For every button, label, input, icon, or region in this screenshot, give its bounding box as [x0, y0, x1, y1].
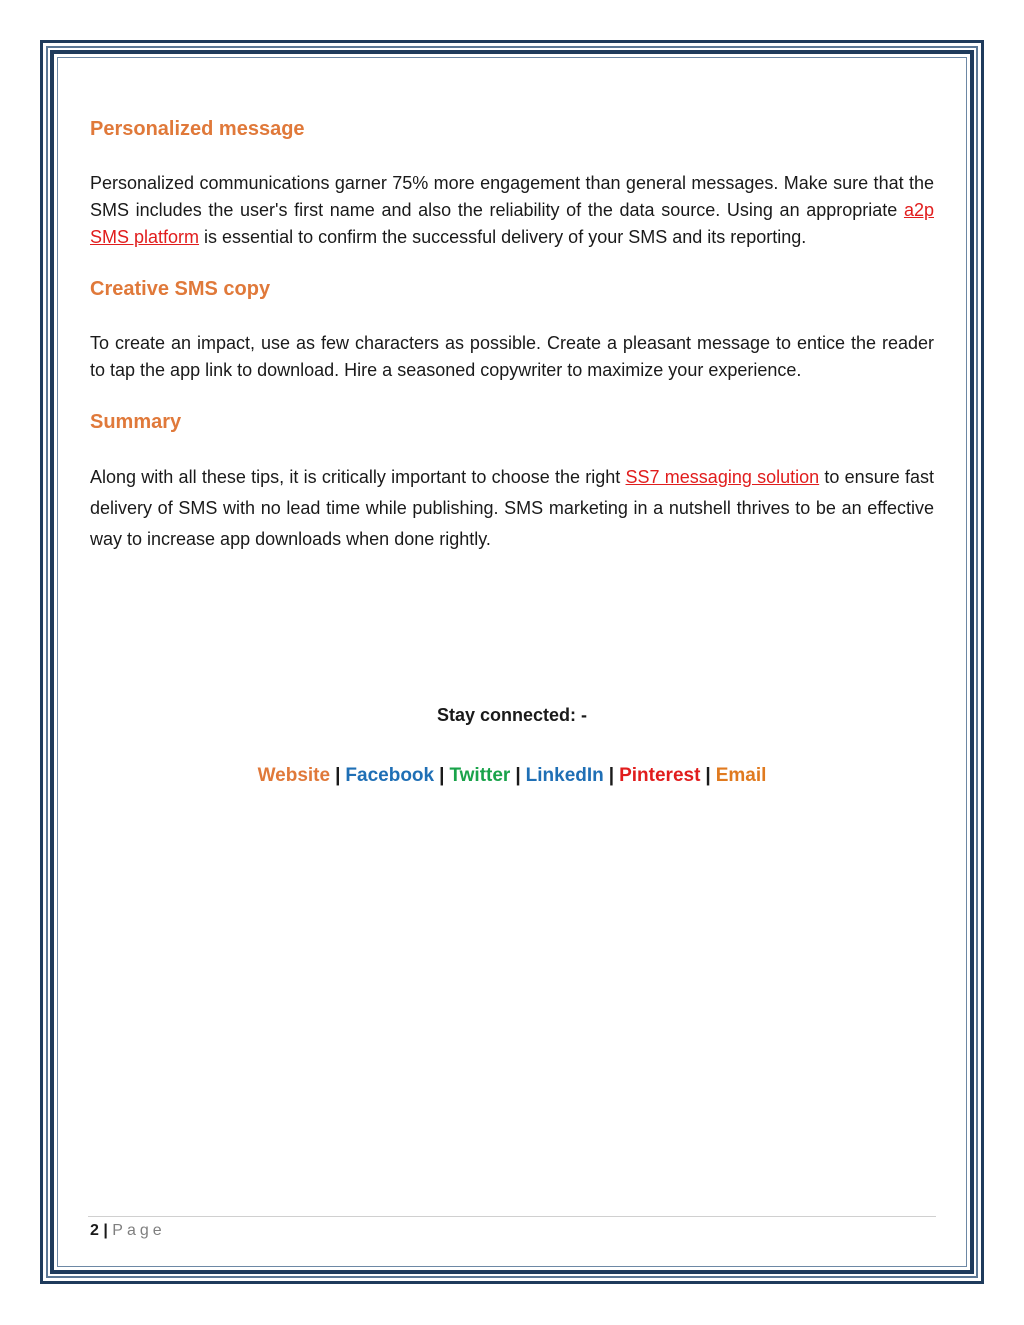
ss7-messaging-solution-link[interactable]: SS7 messaging solution [625, 467, 820, 487]
paragraph-text: Along with all these tips, it is critically important to choose the right [90, 467, 626, 487]
document-body [90, 118, 934, 555]
paragraph-personalized-message [90, 170, 934, 251]
heading-creative-sms-copy: Creative SMS copy [90, 278, 271, 300]
footer-separator: | [103, 1222, 108, 1239]
pinterest-link[interactable]: Pinterest [619, 765, 701, 786]
paragraph-summary [90, 462, 934, 555]
social-links [0, 765, 1024, 787]
a2p-sms-platform-link[interactable]: a2p SMS platform [90, 200, 934, 247]
paragraph-text: to ensure fast delivery of SMS with no lead time while publishing. SMS marketing in a nutshell thrives to be an effective way to increase app downloads when done rightly. [90, 467, 934, 549]
paragraph-text: Personalized communications garner 75% more engagement than general messages. Make sure that the SMS includes the user's first name and also the reliability of the data source. Using an appropriate [90, 173, 934, 220]
heading-personalized-message: Personalized message [90, 118, 305, 140]
linkedin-link[interactable]: LinkedIn [525, 765, 604, 786]
page-footer [90, 1222, 166, 1240]
page-number: 2 [90, 1222, 99, 1239]
email-link[interactable]: Email [715, 765, 767, 786]
footer-divider [88, 1216, 936, 1217]
separator: | [705, 765, 711, 786]
separator: | [515, 765, 521, 786]
stay-connected-label: Stay connected: - [436, 705, 588, 725]
twitter-link[interactable]: Twitter [449, 765, 511, 786]
heading-summary: Summary [90, 411, 182, 433]
facebook-link[interactable]: Facebook [345, 765, 435, 786]
paragraph-text: is essential to confirm the successful delivery of your SMS and its reporting. [199, 227, 807, 247]
separator: | [335, 765, 341, 786]
paragraph-creative-sms-copy: To create an impact, use as few characters as possible. Create a pleasant message to entice the reader to tap the app link to download. Hire a seasoned copywriter to maximize your experience. [90, 333, 934, 380]
separator: | [608, 765, 615, 786]
website-link[interactable]: Website [257, 765, 331, 786]
separator: | [439, 765, 445, 786]
page-word: Page [112, 1222, 166, 1239]
